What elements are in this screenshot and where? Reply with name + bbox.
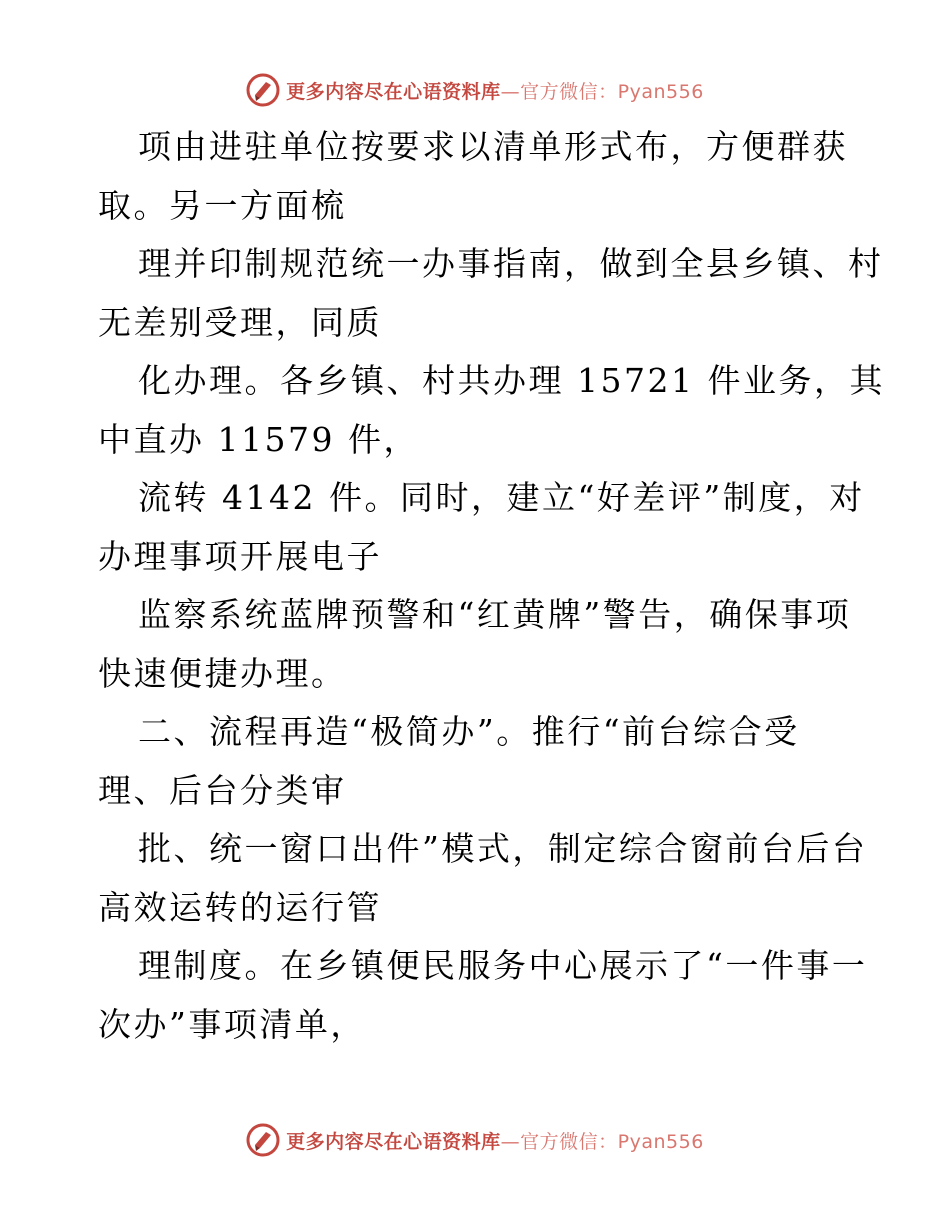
paragraph-line: 流转 4142 件。同时，建立“好差评”制度，对 (138, 478, 865, 517)
paragraph-line: 理、后台分类审 (98, 770, 347, 810)
paragraph-line: 中直办 11579 件， (98, 419, 419, 459)
footer-watermark-text: 更多内容尽在心语资料库—官方微信：Pyan556 (286, 1130, 704, 1153)
document-body (98, 118, 885, 1054)
footer-watermark (0, 1120, 950, 1160)
paragraph-line: 监察系统蓝牌预警和“红黄牌”警告，确保事项 (138, 595, 852, 634)
brand-logo-icon (246, 73, 280, 107)
paragraph-line: 理并印制规范统一办事指南，做到全县乡镇、村 (138, 244, 884, 283)
paragraph-line: 高效运转的运行管 (98, 887, 382, 927)
paragraph-line: 次办”事项清单， (98, 1004, 366, 1044)
header-watermark (0, 70, 950, 110)
brand-logo-icon (246, 1123, 280, 1157)
paragraph-line: 无差别受理，同质 (98, 302, 382, 342)
paragraph-line: 项由进驻单位按要求以清单形式布，方便群获 (138, 127, 848, 166)
paragraph-line: 化办理。各乡镇、村共办理 15721 件业务，其 (138, 361, 885, 400)
paragraph-line: 理制度。在乡镇便民服务中心展示了“一件事一 (138, 946, 868, 985)
paragraph-line: 批、统一窗口出件”模式，制定综合窗前台后台 (138, 829, 868, 868)
paragraph-line: 办理事项开展电子 (98, 536, 382, 576)
paragraph-line: 二、流程再造“极简办”。推行“前台综合受 (138, 712, 800, 751)
header-watermark-text: 更多内容尽在心语资料库—官方微信：Pyan556 (286, 80, 704, 103)
paragraph-line: 快速便捷办理。 (98, 653, 347, 693)
paragraph-line: 取。另一方面梳 (98, 185, 347, 225)
